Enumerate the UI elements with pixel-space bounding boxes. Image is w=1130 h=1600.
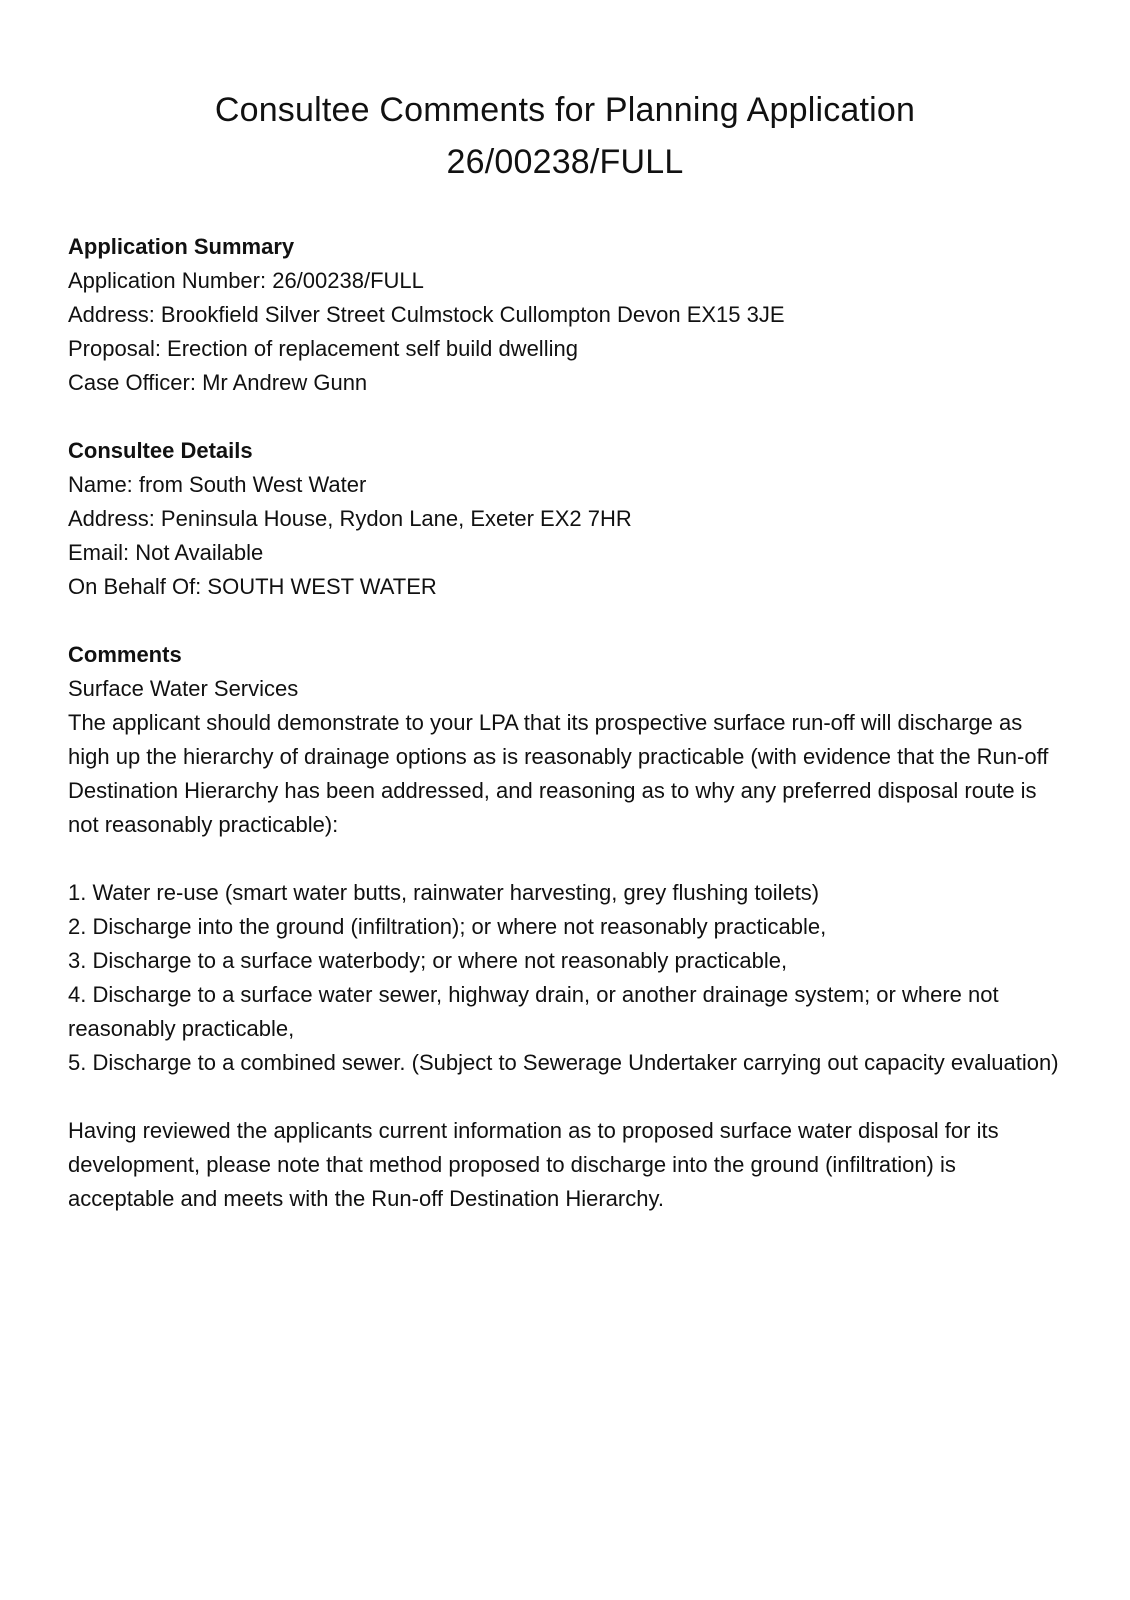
consultee-details-section — [68, 434, 1068, 604]
consultee-name: Name: from South West Water — [68, 472, 367, 497]
section-spacer — [68, 604, 1068, 638]
case-officer: Case Officer: Mr Andrew Gunn — [68, 370, 368, 395]
drainage-hierarchy-list — [68, 876, 1068, 1080]
comments-subheading: Surface Water Services — [68, 676, 299, 701]
page-title-line-2: 26/00238/FULL — [446, 143, 684, 181]
comments-heading: Comments — [68, 642, 182, 667]
application-address: Address: Brookfield Silver Street Culmstock Cullompton Devon EX15 3JE — [68, 302, 785, 327]
list-item: 5. Discharge to a combined sewer. (Subject to Sewerage Undertaker carrying out capacity evaluation) — [68, 1050, 1059, 1075]
paragraph-spacer — [68, 842, 1068, 876]
comments-section — [68, 638, 1068, 1216]
comments-conclusion-paragraph: Having reviewed the applicants current information as to proposed surface water disposal for its development, please note that method proposed to discharge into the ground (infiltration) is acceptable and meets with the Run-off Destination Hierarchy. — [68, 1118, 999, 1211]
consultee-on-behalf-of: On Behalf Of: SOUTH WEST WATER — [68, 574, 437, 599]
list-item: 3. Discharge to a surface waterbody; or where not reasonably practicable, — [68, 948, 788, 973]
page-title-line-1: Consultee Comments for Planning Application — [214, 91, 916, 129]
list-item: 1. Water re-use (smart water butts, rainwater harvesting, grey flushing toilets) — [68, 880, 820, 905]
consultee-address: Address: Peninsula House, Rydon Lane, Exeter EX2 7HR — [68, 506, 632, 531]
application-number: Application Number: 26/00238/FULL — [68, 268, 424, 293]
list-item: 2. Discharge into the ground (infiltration); or where not reasonably practicable, — [68, 914, 827, 939]
document-body — [68, 230, 1068, 1216]
page-title — [0, 84, 1130, 188]
list-item: 4. Discharge to a surface water sewer, highway drain, or another drainage system; or where not reasonably practicable, — [68, 982, 999, 1041]
application-summary-section — [68, 230, 1068, 400]
paragraph-spacer — [68, 1080, 1068, 1114]
consultee-details-heading: Consultee Details — [68, 438, 253, 463]
consultee-email: Email: Not Available — [68, 540, 264, 565]
application-proposal: Proposal: Erection of replacement self build dwelling — [68, 336, 578, 361]
section-spacer — [68, 400, 1068, 434]
application-summary-heading: Application Summary — [68, 234, 295, 259]
comments-intro-paragraph: The applicant should demonstrate to your LPA that its prospective surface run-off will discharge as high up the hierarchy of drainage options as is reasonably practicable (with evidence that the Run-off Destination Hierarchy has been addressed, and reasoning as to why any preferred disposal route is not reasonably practicable): — [68, 710, 1049, 837]
